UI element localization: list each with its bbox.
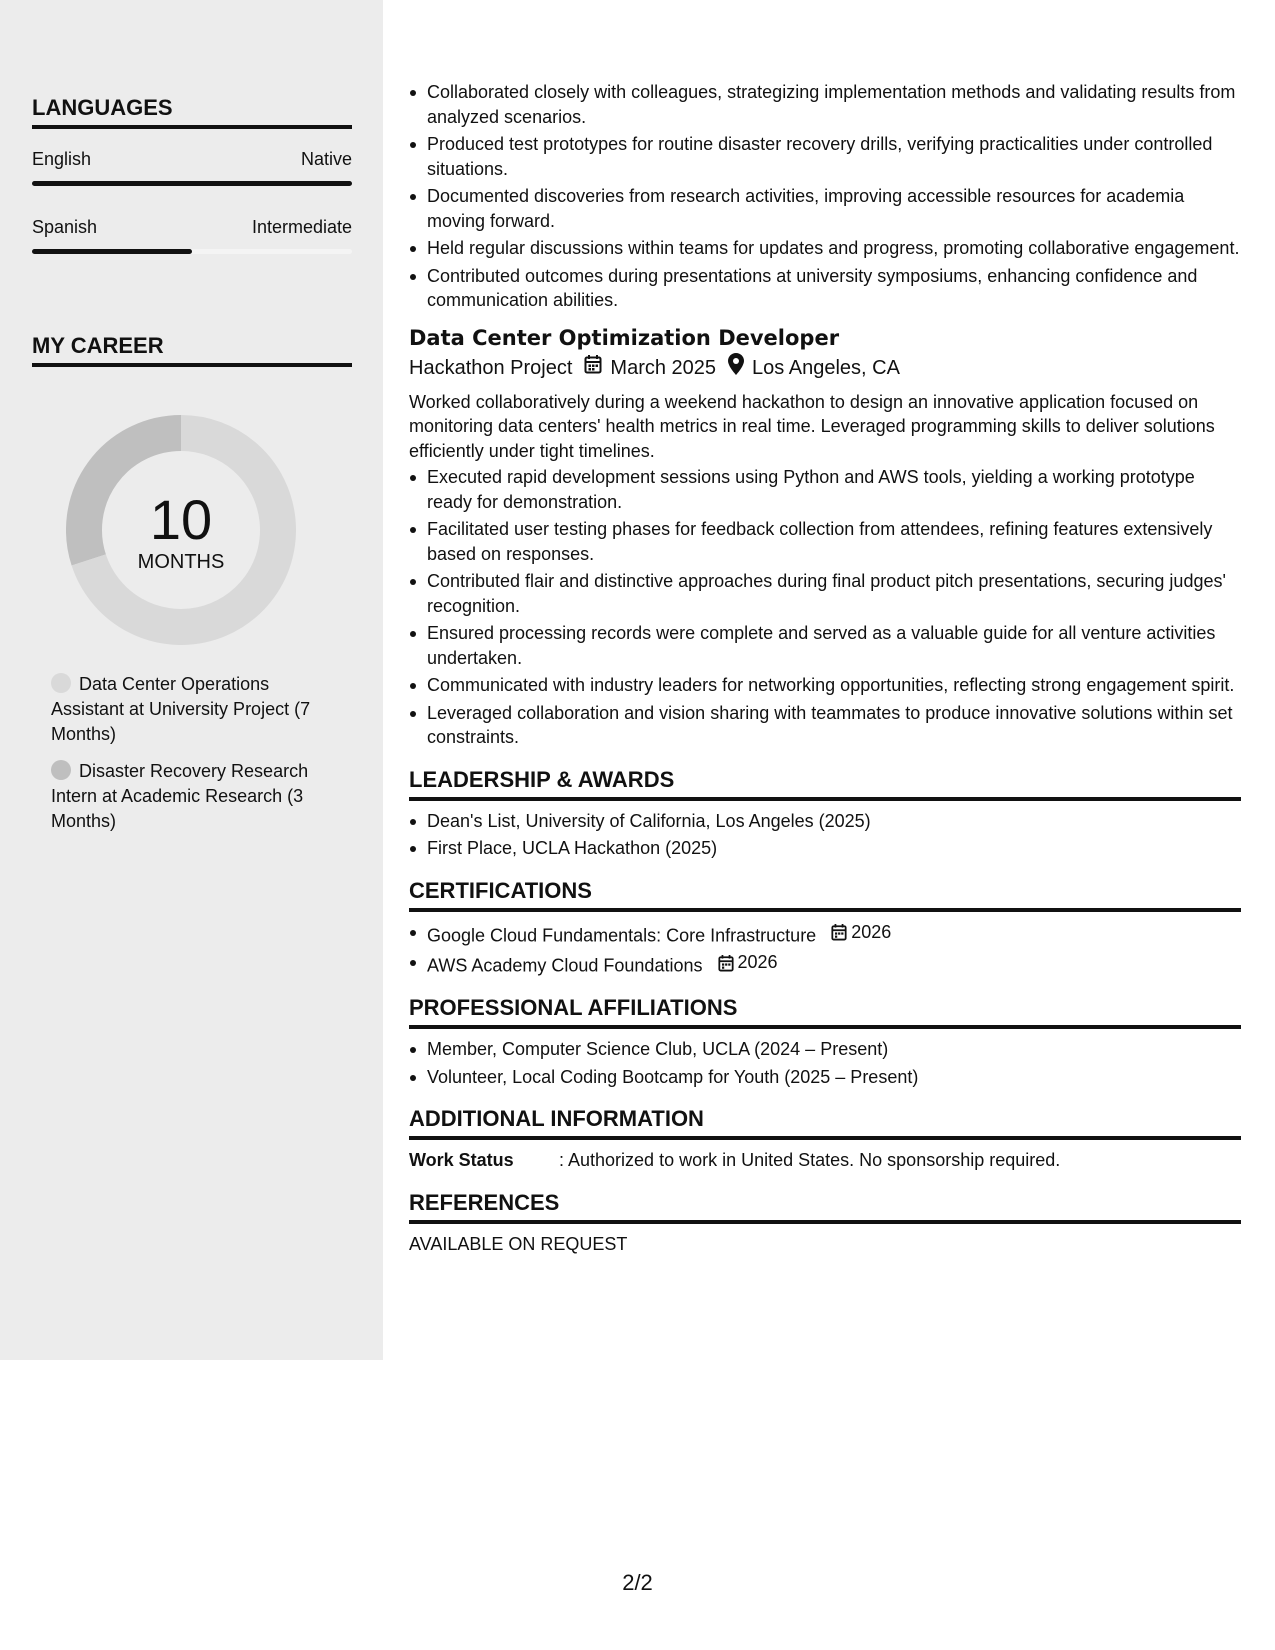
- list-item: Facilitated user testing phases for feedback collection from attendees, refining features extensively based on responses.: [409, 517, 1241, 566]
- list-item: Communicated with industry leaders for networking opportunities, reflecting strong engagement spirit.: [409, 673, 1241, 698]
- language-level: Intermediate: [251, 217, 352, 237]
- job-company: Hackathon Project: [409, 357, 573, 379]
- language-bar: [32, 249, 352, 254]
- references-text: AVAILABLE ON REQUEST: [409, 1233, 628, 1254]
- references-heading: REFERENCES: [409, 1189, 1241, 1224]
- certifications-heading: CERTIFICATIONS: [409, 877, 1241, 912]
- legend-item: [51, 672, 341, 747]
- language-row: [32, 149, 352, 197]
- career-donut: [66, 415, 296, 645]
- sidebar: [0, 0, 383, 1360]
- list-item: Ensured processing records were complete and served as a valuable guide for all venture activities undertaken.: [409, 621, 1241, 670]
- list-item: [409, 950, 1241, 978]
- list-item: Collaborated closely with colleagues, strategizing implementation methods and validating results from analyzed scenarios.: [409, 80, 1241, 129]
- list-item: Dean's List, University of California, Los Angeles (2025): [409, 809, 1241, 834]
- list-item: Leveraged collaboration and vision sharing with teammates to produce innovative solutions within set constraints.: [409, 701, 1241, 750]
- career-total-unit: MONTHS: [137, 551, 225, 573]
- work-status-label: Work Status: [409, 1150, 514, 1170]
- language-name: Spanish: [32, 217, 98, 237]
- list-item: Executed rapid development sessions using Python and AWS tools, yielding a working prototype ready for demonstration.: [409, 465, 1241, 514]
- list-item: Held regular discussions within teams for updates and progress, promoting collaborative engagement.: [409, 236, 1241, 261]
- job-bullets: [409, 465, 1241, 750]
- calendar-icon: [718, 954, 734, 972]
- cert-name: Google Cloud Fundamentals: Core Infrastructure: [427, 924, 817, 945]
- list-item: Produced test prototypes for routine disaster recovery drills, verifying practicalities under controlled situations.: [409, 132, 1241, 181]
- calendar-icon: [584, 353, 602, 383]
- legend-dot-icon: [51, 760, 71, 780]
- job-description: Worked collaboratively during a weekend hackathon to design an innovative application focused on monitoring data centers' health metrics in real time. Leveraged programming skills to deliver solutions efficiently under tight timelines.: [409, 391, 1215, 461]
- cert-year-wrap: [718, 950, 778, 975]
- languages-heading: LANGUAGES: [32, 95, 352, 129]
- calendar-icon: [831, 923, 847, 941]
- legend-dot-icon: [51, 673, 71, 693]
- cert-year: 2026: [851, 921, 892, 942]
- affiliations-heading: PROFESSIONAL AFFILIATIONS: [409, 994, 1241, 1029]
- legend-label: Data Center Operations Assistant at University Project (7 Months): [51, 674, 311, 744]
- work-status-value: : Authorized to work in United States. No sponsorship required.: [559, 1150, 1061, 1170]
- job-date: March 2025: [610, 357, 717, 379]
- career-heading: MY CAREER: [32, 333, 352, 367]
- list-item: Contributed flair and distinctive approaches during final product pitch presentations, securing judges' recognition.: [409, 569, 1241, 618]
- language-bar-fill: [32, 181, 352, 186]
- career-section: [32, 333, 352, 367]
- legend-label: Disaster Recovery Research Intern at Academic Research (3 Months): [51, 761, 309, 831]
- list-item: Member, Computer Science Club, UCLA (2024 – Present): [409, 1037, 1241, 1062]
- job-meta: [409, 353, 1241, 384]
- awards-list: [409, 809, 1241, 861]
- prev-job-bullets: [409, 80, 1241, 313]
- cert-year-wrap: [831, 920, 891, 945]
- legend-item: [51, 759, 341, 834]
- list-item: [409, 920, 1241, 948]
- certifications-list: [409, 920, 1241, 979]
- language-row: [32, 217, 352, 265]
- work-status-row: [409, 1148, 1241, 1173]
- main-content: [409, 80, 1241, 1256]
- list-item: Documented discoveries from research activities, improving accessible resources for academia moving forward.: [409, 184, 1241, 233]
- language-name: English: [32, 149, 92, 169]
- affiliations-list: [409, 1037, 1241, 1089]
- awards-heading: LEADERSHIP & AWARDS: [409, 766, 1241, 801]
- list-item: Volunteer, Local Coding Bootcamp for Youth (2025 – Present): [409, 1065, 1241, 1090]
- list-item: Contributed outcomes during presentations at university symposiums, enhancing confidence and communication abilities.: [409, 264, 1241, 313]
- language-level: Native: [300, 149, 352, 169]
- location-pin-icon: [728, 353, 744, 384]
- career-legend: [51, 672, 341, 846]
- languages-section: [32, 95, 352, 265]
- language-bar-fill: [32, 249, 192, 254]
- language-bar: [32, 181, 352, 186]
- job-location: Los Angeles, CA: [752, 357, 900, 379]
- list-item: First Place, UCLA Hackathon (2025): [409, 836, 1241, 861]
- job-title: Data Center Optimization Developer: [409, 325, 840, 350]
- additional-heading: ADDITIONAL INFORMATION: [409, 1105, 1241, 1140]
- cert-year: 2026: [737, 952, 778, 973]
- career-total-value: 10: [149, 488, 213, 551]
- cert-name: AWS Academy Cloud Foundations: [427, 955, 703, 976]
- page-number: 2/2: [622, 1570, 653, 1595]
